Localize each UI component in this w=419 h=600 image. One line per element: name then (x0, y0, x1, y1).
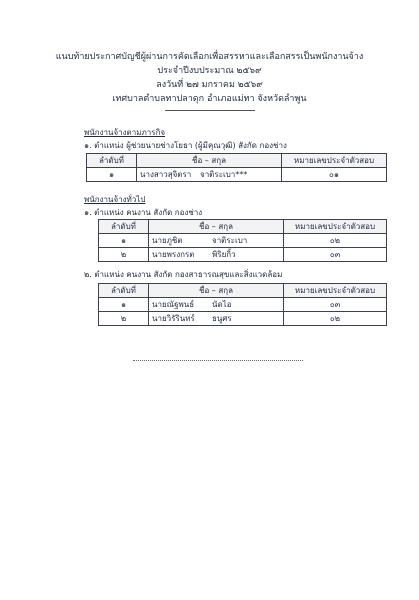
position-label: ๑. ตำแหน่ง คนงาน สังกัด กองช่าง (84, 208, 203, 217)
position-label: ๑. ตำแหน่ง ผู้ช่วยนายช่างโยธา (ผู้มีคุณวุฒิ) สังกัด กองช่าง (84, 141, 287, 150)
row-name (137, 168, 282, 182)
section-title-mission-staff: พนักงานจ้างตามภารกิจ (84, 128, 166, 137)
footer-divider (133, 360, 303, 361)
row-order: ๒ (99, 248, 149, 262)
first-name: นายวิรัรินทร์ (152, 314, 195, 323)
row-order: ๒ (99, 312, 149, 326)
row-exam-id: ๐๓ (284, 298, 387, 312)
header-divider (165, 110, 255, 111)
row-exam-id: ๐๒ (284, 312, 387, 326)
row-name (149, 234, 284, 248)
last-name: ธนูศร (212, 314, 232, 323)
first-name: นายณัฐพนธ์ (152, 300, 195, 309)
table-row (99, 298, 387, 312)
row-order: ๑ (87, 168, 137, 182)
row-name (149, 248, 284, 262)
header-exam-id: หมายเลขประจำตัวสอบ (282, 154, 387, 168)
header-exam-id: หมายเลขประจำตัวสอบ (284, 220, 387, 234)
row-exam-id: ๐๒ (284, 234, 387, 248)
header-name: ชื่อ – สกุล (137, 154, 282, 168)
last-name: พิริยกิ้ว (212, 250, 236, 259)
row-exam-id: ๐๓ (284, 248, 387, 262)
table-header-row (99, 220, 387, 234)
table-header-row (87, 154, 387, 168)
last-name: จาติระเบา*** (200, 170, 248, 179)
table-row (99, 234, 387, 248)
first-name: นายภูชิต (152, 236, 183, 245)
table-row (99, 248, 387, 262)
header-fiscal-year: ประจำปีงบประมาณ ๒๕๖๙ (157, 66, 262, 76)
first-name: นายพรงกรต (152, 250, 195, 259)
header-organization: เทศบาลตำบลทาปลาดุก อำเภอแม่ทา จังหวัดลำพูน (112, 94, 307, 104)
header-order: ลำดับที่ (87, 154, 137, 168)
results-table (98, 283, 387, 326)
header-order: ลำดับที่ (99, 220, 149, 234)
results-table (98, 219, 387, 262)
section-title-general-staff: พนักงานจ้างทั่วไป (84, 195, 146, 204)
table-row (87, 168, 387, 182)
header-name: ชื่อ – สกุล (149, 220, 284, 234)
row-order: ๑ (99, 298, 149, 312)
last-name: นัดไอ (212, 300, 232, 309)
row-order: ๑ (99, 234, 149, 248)
row-name (149, 298, 284, 312)
document-header (0, 50, 419, 111)
position-label: ๒. ตำแหน่ง คนงาน สังกัด กองสาธารณสุขและสิ่งแวดล้อม (84, 270, 283, 279)
header-exam-id: หมายเลขประจำตัวสอบ (284, 284, 387, 298)
header-title: แนบท้ายประกาศบัญชีผู้ผ่านการคัดเลือกเพื่อสรรหาและเลือกสรรเป็นพนักงานจ้าง (55, 52, 364, 62)
row-exam-id: ๐๑ (282, 168, 387, 182)
header-name: ชื่อ – สกุล (149, 284, 284, 298)
table-header-row (99, 284, 387, 298)
row-name (149, 312, 284, 326)
results-table (86, 153, 387, 182)
first-name: นางสาวสุจิตรา (140, 170, 192, 179)
table-row (99, 312, 387, 326)
header-order: ลำดับที่ (99, 284, 149, 298)
header-date: ลงวันที่ ๒๗ มกราคม ๒๕๖๙ (156, 80, 263, 90)
last-name: จาติระเบา (212, 236, 248, 245)
